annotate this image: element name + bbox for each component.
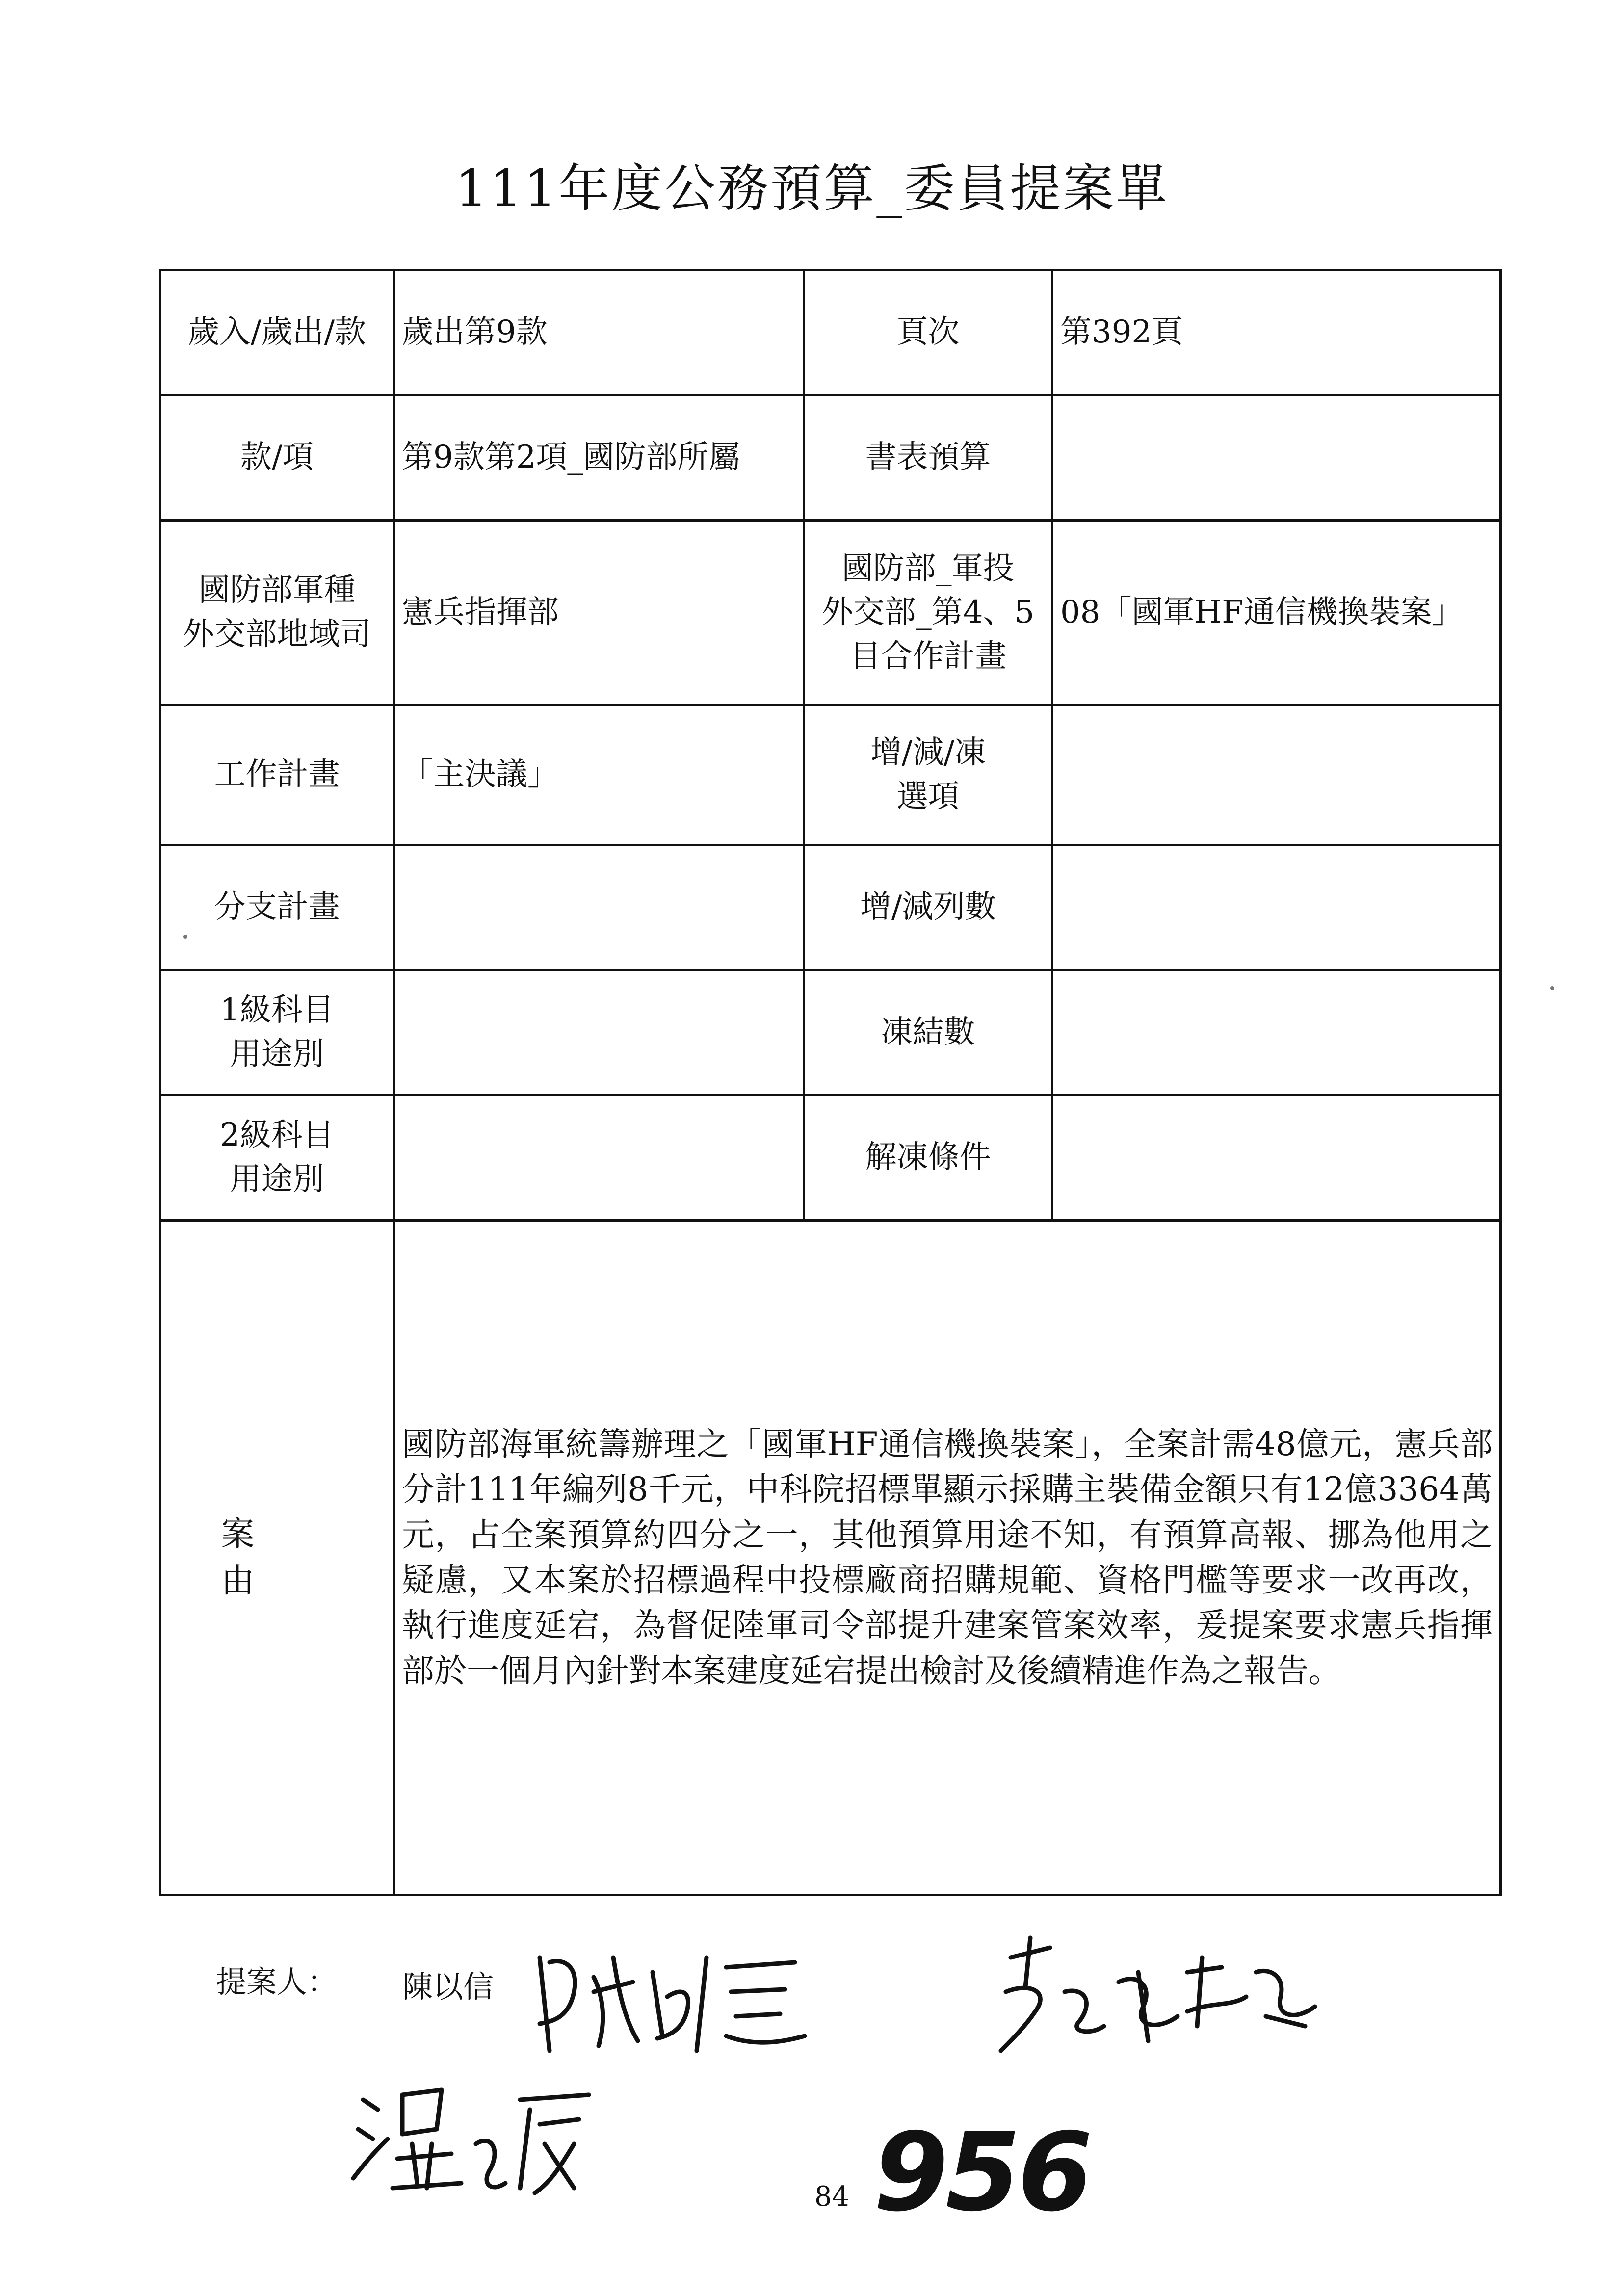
scan-speck xyxy=(183,935,187,939)
signature-2 xyxy=(991,1928,1335,2056)
value-item: 第9款第2項_國防部所屬 xyxy=(394,395,804,521)
form-row-work-plan xyxy=(160,705,1501,845)
form-row-branch-plan xyxy=(160,845,1501,970)
value-page: 第392頁 xyxy=(1052,270,1501,395)
label-option: 增/減/凍 選項 xyxy=(804,705,1052,845)
value-budget-book xyxy=(1052,395,1501,521)
label-frozen-amount: 凍結數 xyxy=(804,970,1052,1096)
page-number: 84 xyxy=(814,2181,850,2213)
value-fund: 歲出第9款 xyxy=(394,270,804,395)
value-department: 憲兵指揮部 xyxy=(394,521,804,705)
form-row-department xyxy=(160,521,1501,705)
label-adjust-amount: 增/減列數 xyxy=(804,845,1052,970)
value-work-plan: 「主決議」 xyxy=(394,705,804,845)
value-level2 xyxy=(394,1096,804,1221)
scan-speck xyxy=(1550,986,1554,990)
proposer-label: 提案人： xyxy=(216,1964,338,2000)
value-frozen-amount xyxy=(1052,970,1501,1096)
label-unfreeze-condition: 解凍條件 xyxy=(804,1096,1052,1221)
value-adjust-amount xyxy=(1052,845,1501,970)
label-item: 款/項 xyxy=(160,395,394,521)
signature-1 xyxy=(520,1938,834,2065)
form-row-level2 xyxy=(160,1096,1501,1221)
value-program: 08「國軍HF通信機換裝案」 xyxy=(1052,521,1501,705)
handwritten-number: 956 xyxy=(873,2110,1090,2235)
value-unfreeze-condition xyxy=(1052,1096,1501,1221)
label-budget-book: 書表預算 xyxy=(804,395,1052,521)
value-branch-plan xyxy=(394,845,804,970)
value-option xyxy=(1052,705,1501,845)
signature-3 xyxy=(343,2070,618,2208)
label-branch-plan: 分支計畫 xyxy=(160,845,394,970)
proposal-form-table xyxy=(159,269,1502,1896)
label-level1: 1級科目 用途別 xyxy=(160,970,394,1096)
form-row-fund xyxy=(160,270,1501,395)
label-reason: 案由 xyxy=(160,1221,394,1895)
form-row-item xyxy=(160,395,1501,521)
label-work-plan: 工作計畫 xyxy=(160,705,394,845)
label-fund: 歲入/歲出/款 xyxy=(160,270,394,395)
label-department: 國防部軍種 外交部地域司 xyxy=(160,521,394,705)
document-title: 111年度公務預算_委員提案單 xyxy=(455,158,1169,218)
reason-text: 國防部海軍統籌辦理之「國軍HF通信機換裝案」，全案計需48億元，憲兵部分計111年編列8千元，中科院招標單顯示採購主裝備金額只有12億3364萬元，占全案預算約四分之一，其他預算用途不知，有預算高報、挪為他用之疑慮，又本案於招標過程中投標廠商招購規範、資格門檻等要求一改再改，執行進度延宕，為督促陸軍司令部提升建案管案效率，爰提案要求憲兵指揮部於一個月內針對本案建度延宕提出檢討及後續精進作為之報告。 xyxy=(394,1221,1501,1895)
form-row-level1 xyxy=(160,970,1501,1096)
label-level2: 2級科目 用途別 xyxy=(160,1096,394,1221)
proposer-name: 陳以信 xyxy=(402,1969,494,2005)
value-level1 xyxy=(394,970,804,1096)
label-page: 頁次 xyxy=(804,270,1052,395)
form-row-reason xyxy=(160,1221,1501,1895)
label-program: 國防部_軍投 外交部_第4、5 目合作計畫 xyxy=(804,521,1052,705)
